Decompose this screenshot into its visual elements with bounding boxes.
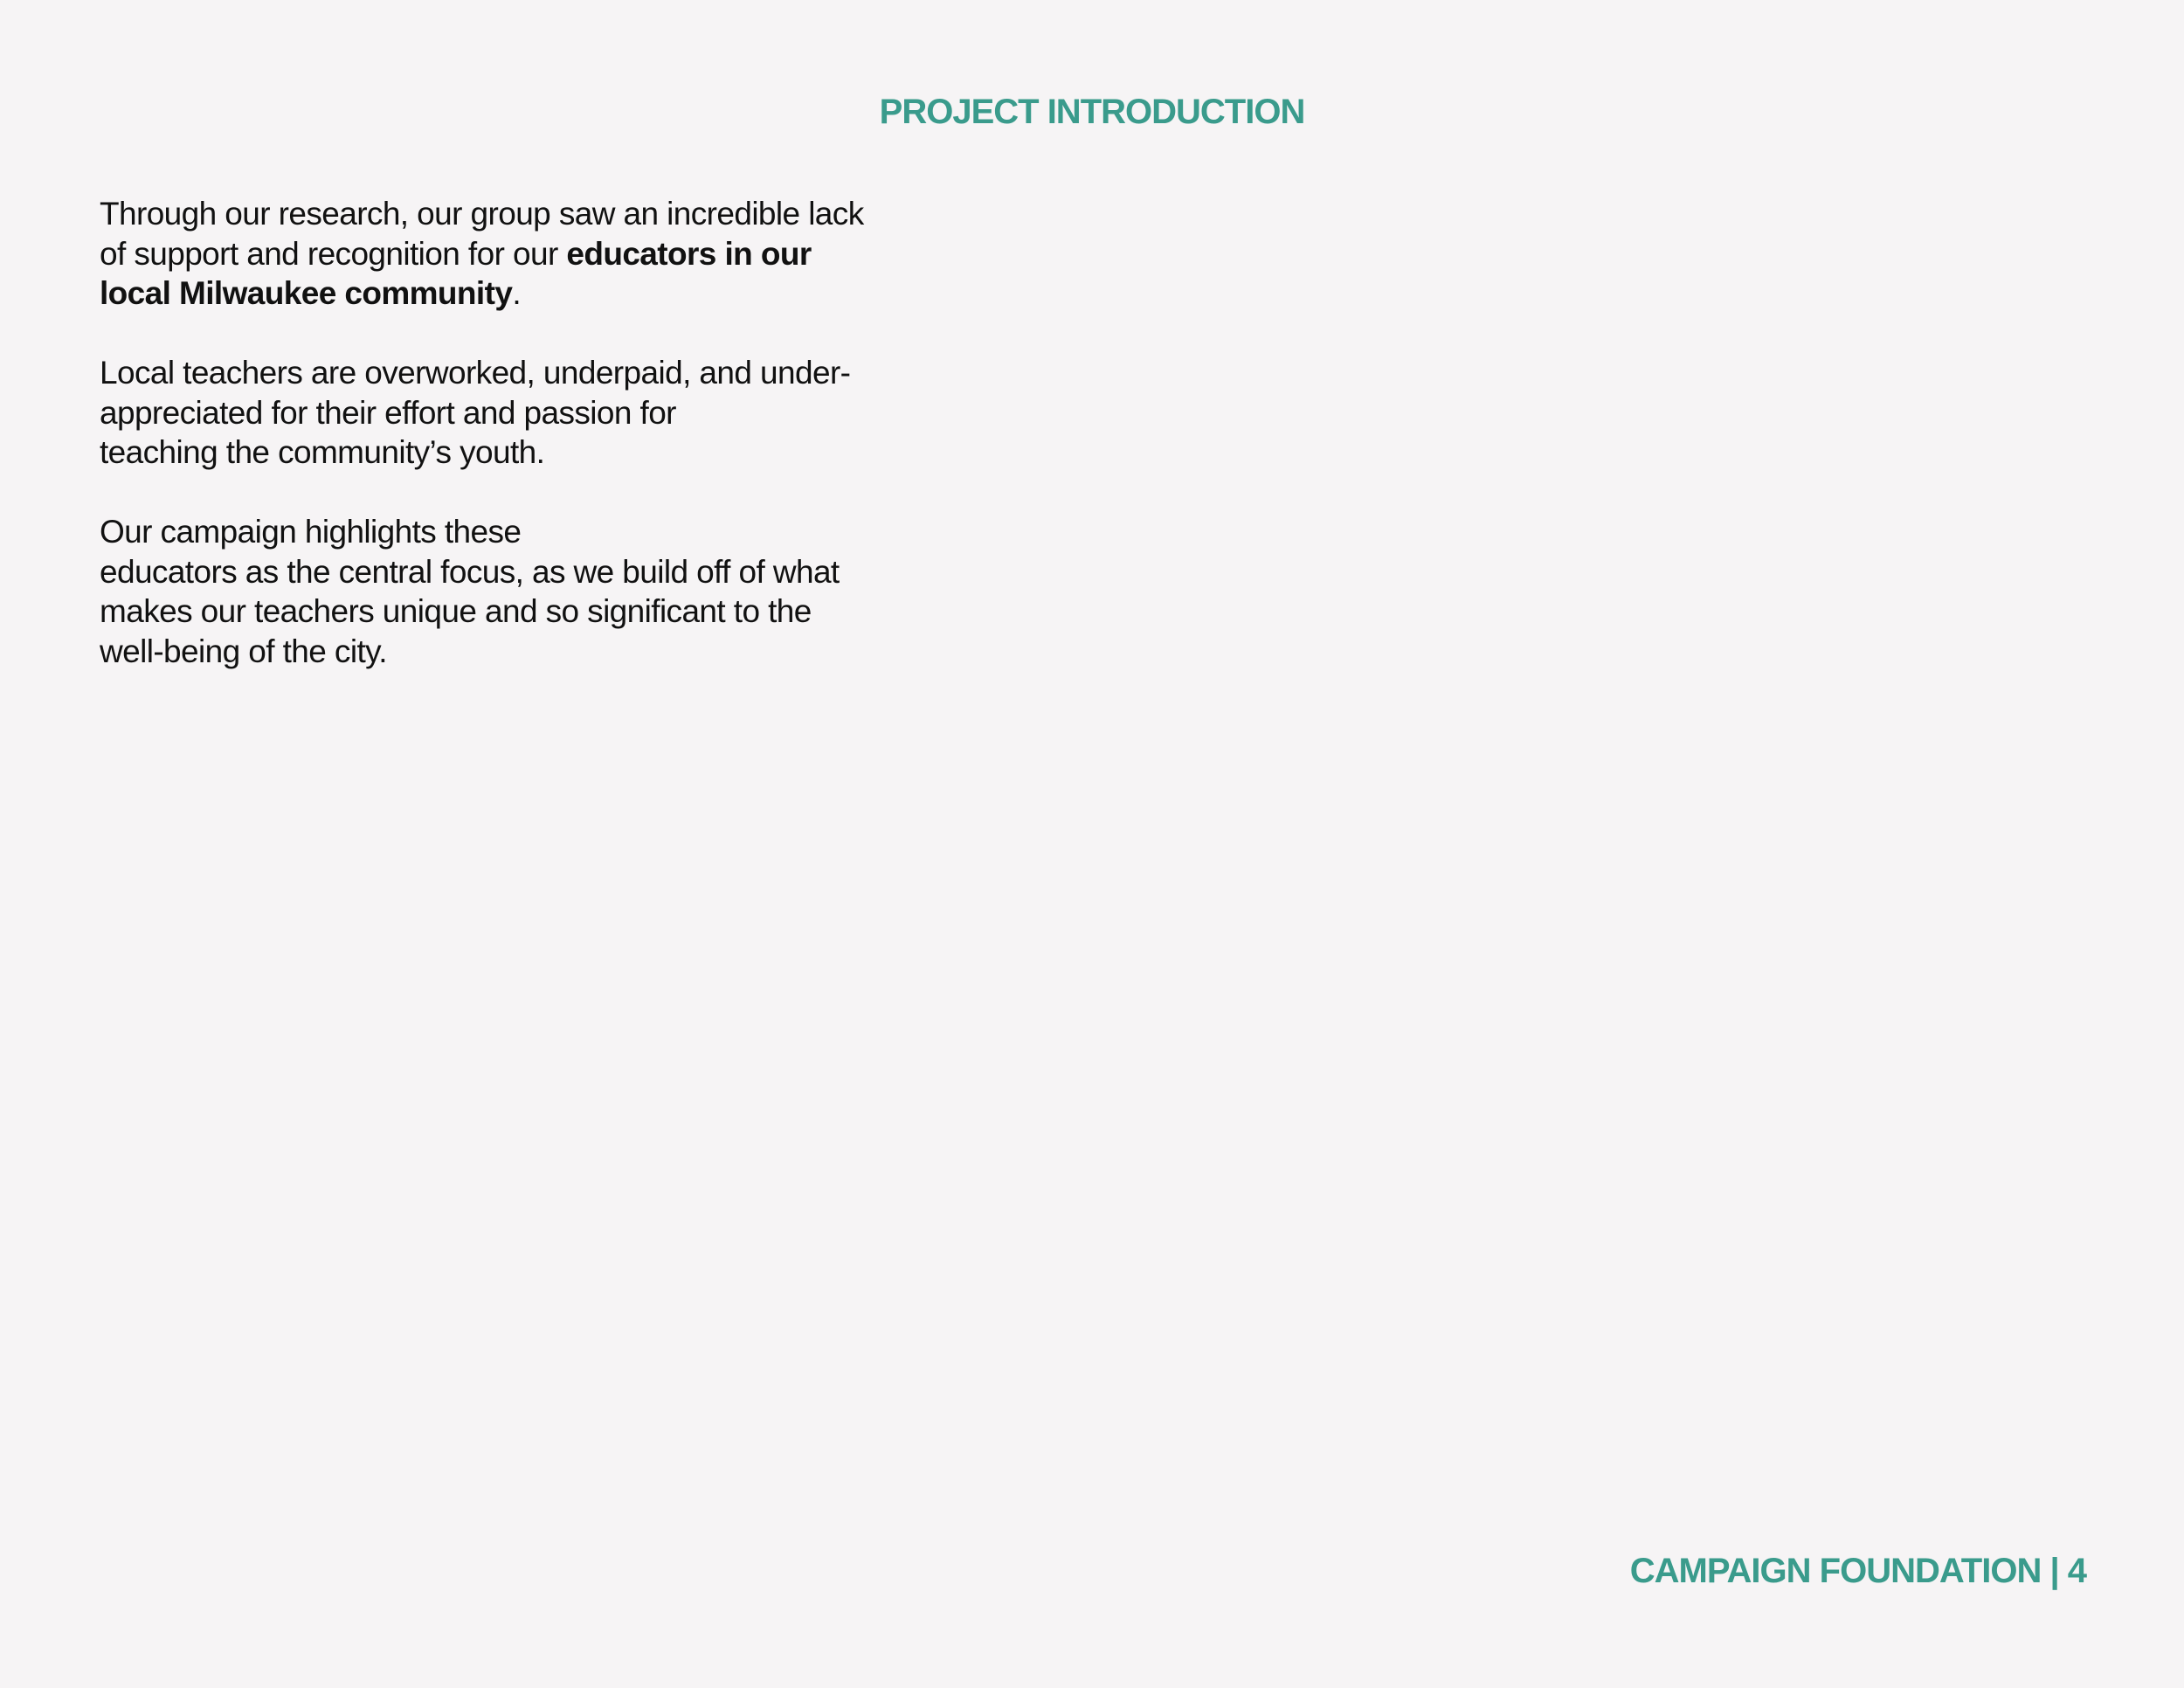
paragraph-1-emphasis-end: local Milwaukee community	[100, 275, 513, 311]
paragraph-2-line-1: Local teachers are overworked, underpaid, and under-	[100, 355, 851, 391]
intro-paragraph-1	[100, 194, 973, 314]
page-footer: CAMPAIGN FOUNDATION | 4	[1629, 1552, 2086, 1590]
paragraph-3-line-2: educators as the central focus, as we build off of what	[100, 553, 840, 590]
paragraph-1-line-1: Through our research, our group saw an incredible lack	[100, 196, 864, 232]
paragraph-1-line-2-text: of support and recognition for our	[100, 235, 567, 272]
paragraph-2-line-3: teaching the community’s youth.	[100, 434, 545, 470]
body-copy	[100, 194, 973, 671]
paragraph-1-line-2	[100, 234, 973, 274]
intro-paragraph-3	[100, 512, 973, 671]
paragraph-2-line-2: appreciated for their effort and passion for	[100, 394, 676, 431]
intro-paragraph-2	[100, 353, 973, 473]
paragraph-3-line-4: well-being of the city.	[100, 633, 387, 669]
paragraph-1-line-3	[100, 273, 973, 314]
paragraph-1-emphasis-start: educators in our	[566, 235, 812, 272]
paragraph-3-line-3: makes our teachers unique and so significant to the	[100, 593, 812, 629]
page-title: PROJECT INTRODUCTION	[879, 93, 1305, 131]
paragraph-1-period: .	[512, 275, 521, 311]
paragraph-3-line-1: Our campaign highlights these	[100, 514, 522, 550]
